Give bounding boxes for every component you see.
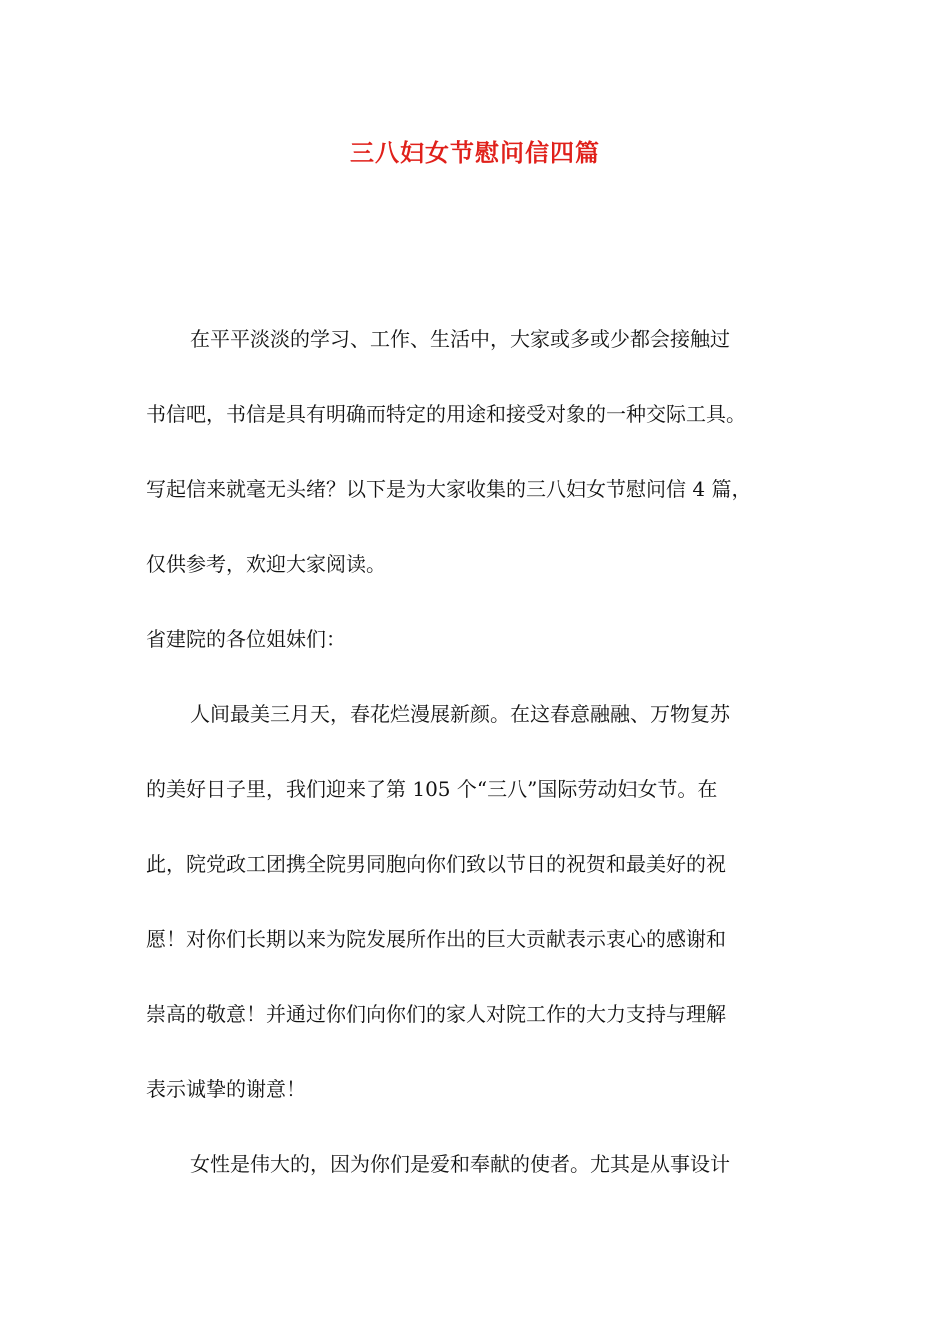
- document-title: 三八妇女节慰问信四篇: [350, 138, 600, 167]
- paragraph-line: 写起信来就毫无头绪？以下是为大家收集的三八妇女节慰问信 4 篇，: [146, 477, 752, 501]
- greeting-paragraph: [146, 677, 818, 1127]
- paragraph-line: 表示诚挚的谢意！: [146, 1077, 306, 1101]
- paragraph-line: 的美好日子里，我们迎来了第 105 个“三八”国际劳动妇女节。在: [146, 777, 718, 801]
- paragraph-line: 在平平淡淡的学习、工作、生活中，大家或多或少都会接触过: [190, 327, 730, 351]
- intro-paragraph: [146, 302, 818, 602]
- salutation-text: 省建院的各位姐妹们：: [146, 627, 346, 651]
- paragraph-line: 女性是伟大的，因为你们是爱和奉献的使者。尤其是从事设计: [190, 1152, 730, 1176]
- paragraph-line: 崇高的敬意！并通过你们向你们的家人对院工作的大力支持与理解: [146, 1002, 726, 1026]
- women-paragraph: [146, 1127, 818, 1202]
- paragraph-line: 愿！对你们长期以来为院发展所作出的巨大贡献表示衷心的感谢和: [146, 927, 726, 951]
- paragraph-line: 人间最美三月天，春花烂漫展新颜。在这春意融融、万物复苏: [190, 702, 730, 726]
- paragraph-line: 书信吧，书信是具有明确而特定的用途和接受对象的一种交际工具。: [146, 402, 746, 426]
- paragraph-line: 此，院党政工团携全院男同胞向你们致以节日的祝贺和最美好的祝: [146, 852, 726, 876]
- paragraph-line: 仅供参考，欢迎大家阅读。: [146, 552, 386, 576]
- salutation: [146, 602, 818, 677]
